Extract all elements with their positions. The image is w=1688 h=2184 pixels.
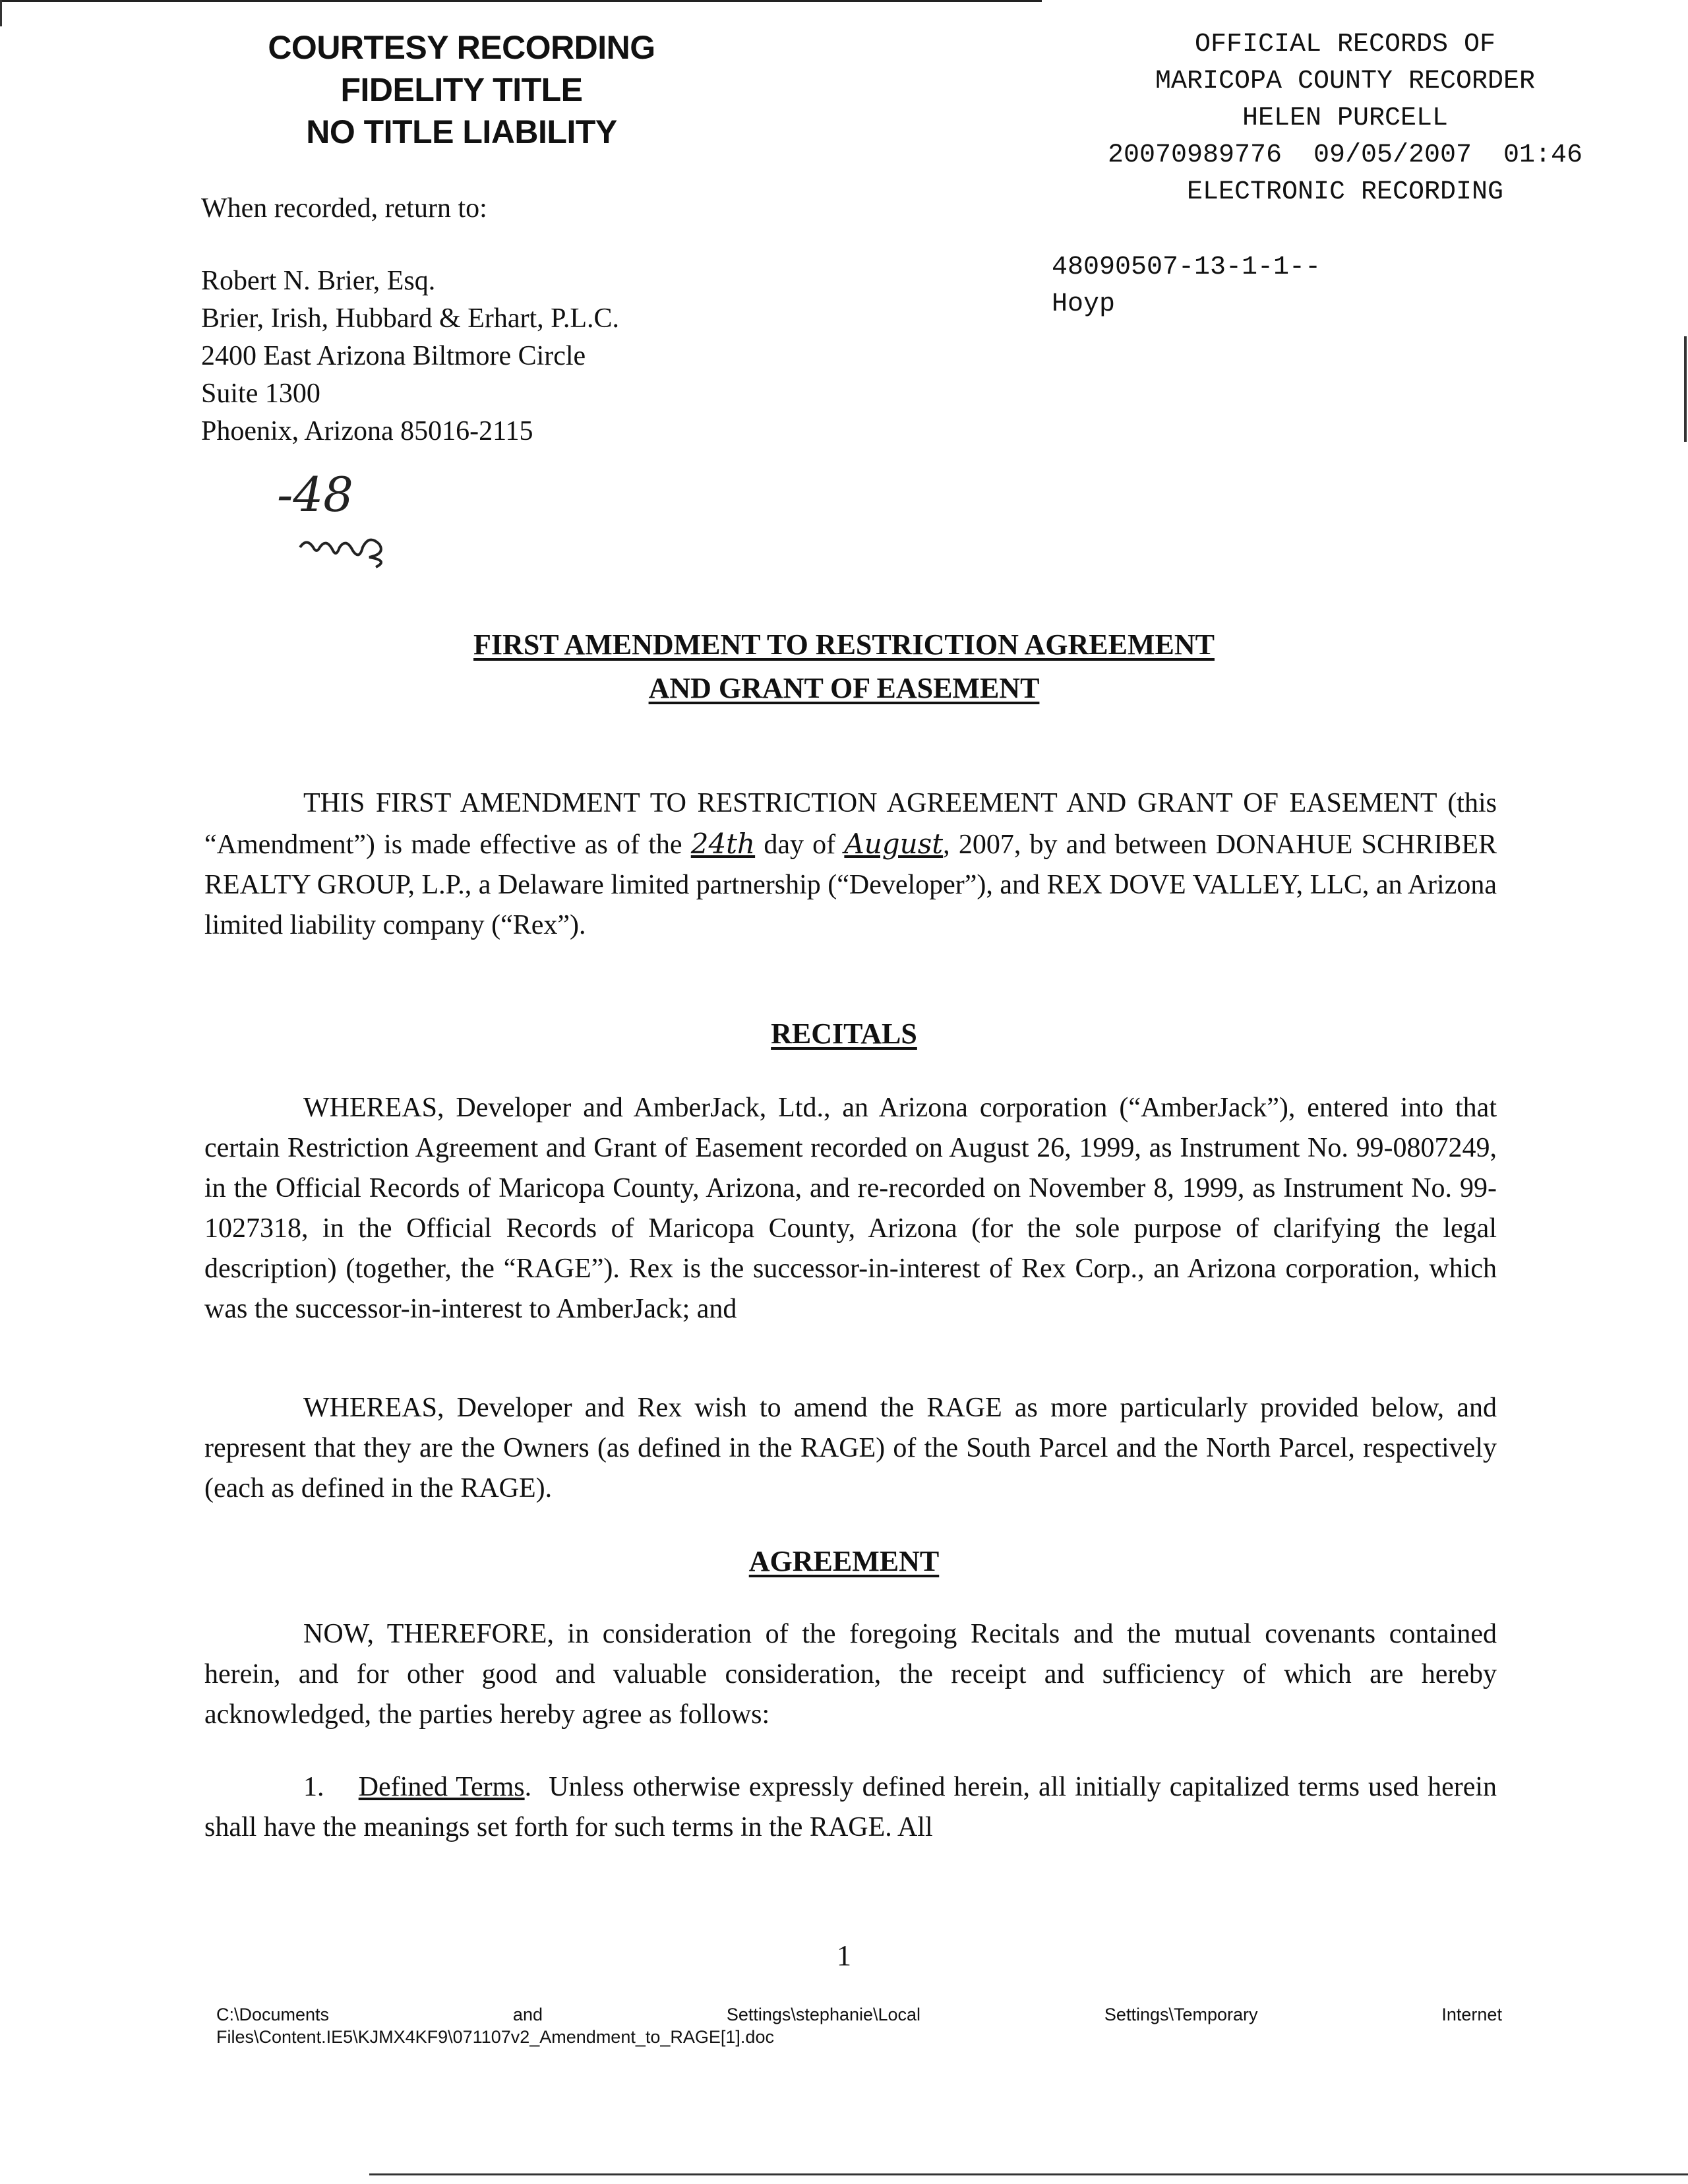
- section-title: Defined Terms: [358, 1772, 525, 1802]
- handwritten-initials: [297, 528, 396, 574]
- footer-path-part: Settings\stephanie\Local: [726, 2005, 921, 2024]
- stamp-line-1: COURTESY RECORDING: [268, 29, 655, 66]
- recording-code-block: [1052, 249, 1321, 323]
- defined-terms-paragraph: 1. Defined Terms. Unless otherwise expressly defined herein, all initially capitalized terms used herein shall have the meanings set forth for such terms in the RAGE. All: [204, 1772, 1497, 1842]
- courtesy-recording-stamp: [198, 26, 725, 153]
- handwritten-day: 24th: [690, 828, 756, 860]
- recital-paragraph-2: WHEREAS, Developer and Rex wish to amend the RAGE as more particularly provided below, and represent that they are the Owners (as defined in the RAGE) of the South Parcel and the North Parcel, respectively (each as defined in the RAGE).: [204, 1393, 1497, 1503]
- return-address: [201, 262, 619, 450]
- section-number: 1.: [303, 1772, 324, 1802]
- footer-path-part: Internet: [1441, 2005, 1502, 2024]
- recording-code: 48090507-13-1-1--: [1052, 253, 1321, 282]
- footer-path-part: C:\Documents: [216, 2005, 330, 2024]
- recorder-line-1: OFFICIAL RECORDS OF: [1194, 30, 1496, 59]
- right-edge-mark: [1684, 336, 1687, 442]
- recorder-line-5: ELECTRONIC RECORDING: [1186, 177, 1504, 207]
- document-title-line-1: FIRST AMENDMENT TO RESTRICTION AGREEMENT: [473, 628, 1215, 661]
- recorder-line-2: MARICOPA COUNTY RECORDER: [1155, 67, 1536, 96]
- recital-paragraph-1: WHEREAS, Developer and AmberJack, Ltd., an Arizona corporation (“AmberJack”), entered into that certain Restriction Agreement and Grant of Easement recorded on August 26, 1999, as Instrument No. 99-0807249, in the Official Records of Maricopa County, Arizona, and re-recorded on November 8, 1999, as Instrument No. 99-1027318, in the Official Records of Maricopa County, Arizona (for the sole purpose of clarifying the legal description) (together, the “RAGE”). Rex is the successor-in-interest of Rex Corp., an Arizona corporation, which was the successor-in-interest to AmberJack; and: [204, 1093, 1497, 1324]
- recorder-line-3: HELEN PURCELL: [1242, 104, 1449, 133]
- recording-number-date: 20070989776 09/05/2007 01:46: [1107, 140, 1583, 170]
- address-line: Robert N. Brier, Esq.: [201, 266, 436, 296]
- page-number: 1: [837, 1939, 851, 1972]
- recorder-block: [1042, 26, 1648, 211]
- handwritten-note: -48: [277, 467, 353, 522]
- left-edge-mark: [0, 0, 2, 26]
- top-edge-rule: [0, 0, 1042, 2]
- intro-paragraph: THIS FIRST AMENDMENT TO RESTRICTION AGREEMENT AND GRANT OF EASEMENT (this “Amendment”) is made effective as of the 24th day of August, 2007, by and between DONAHUE SCHRIBER REALTY GROUP, L.P., a Delaware limited partnership (“Developer”), and REX DOVE VALLEY, LLC, an Arizona limited liability company (“Rex”).: [204, 788, 1497, 940]
- handwritten-month: August: [844, 828, 944, 860]
- recitals-heading: RECITALS: [771, 1017, 917, 1050]
- agreement-heading: AGREEMENT: [748, 1545, 940, 1577]
- address-line: Phoenix, Arizona 85016-2115: [201, 416, 533, 446]
- address-line: Brier, Irish, Hubbard & Erhart, P.L.C.: [201, 303, 620, 334]
- stamp-line-2: FIDELITY TITLE: [340, 71, 583, 108]
- agreement-paragraph: NOW, THEREFORE, in consideration of the foregoing Recitals and the mutual covenants contained herein, and for other good and valuable consideration, the receipt and sufficiency of which are hereby acknowledged, the parties hereby agree as follows:: [204, 1619, 1497, 1730]
- clerk-code: Hoyp: [1052, 289, 1116, 319]
- address-line: 2400 East Arizona Biltmore Circle: [201, 341, 586, 371]
- stamp-line-3: NO TITLE LIABILITY: [306, 113, 617, 150]
- bottom-edge-rule: [369, 2173, 1688, 2175]
- address-line: Suite 1300: [201, 379, 320, 409]
- return-to-label: When recorded, return to:: [201, 193, 487, 224]
- footer-path-part: and: [512, 2005, 543, 2024]
- footer-path-line-2: Files\Content.IE5\KJMX4KF9\071107v2_Amendment_to_RAGE[1].doc: [216, 2027, 774, 2047]
- footer-path-part: Settings\Temporary: [1104, 2005, 1258, 2024]
- document-title-line-2: AND GRANT OF EASEMENT: [648, 672, 1040, 704]
- file-path-footer: [216, 2003, 1502, 2048]
- section-text: Unless otherwise expressly defined herein, all initially capitalized terms used herein shall have the meanings set forth for such terms in the RAGE. All: [204, 1772, 1497, 1842]
